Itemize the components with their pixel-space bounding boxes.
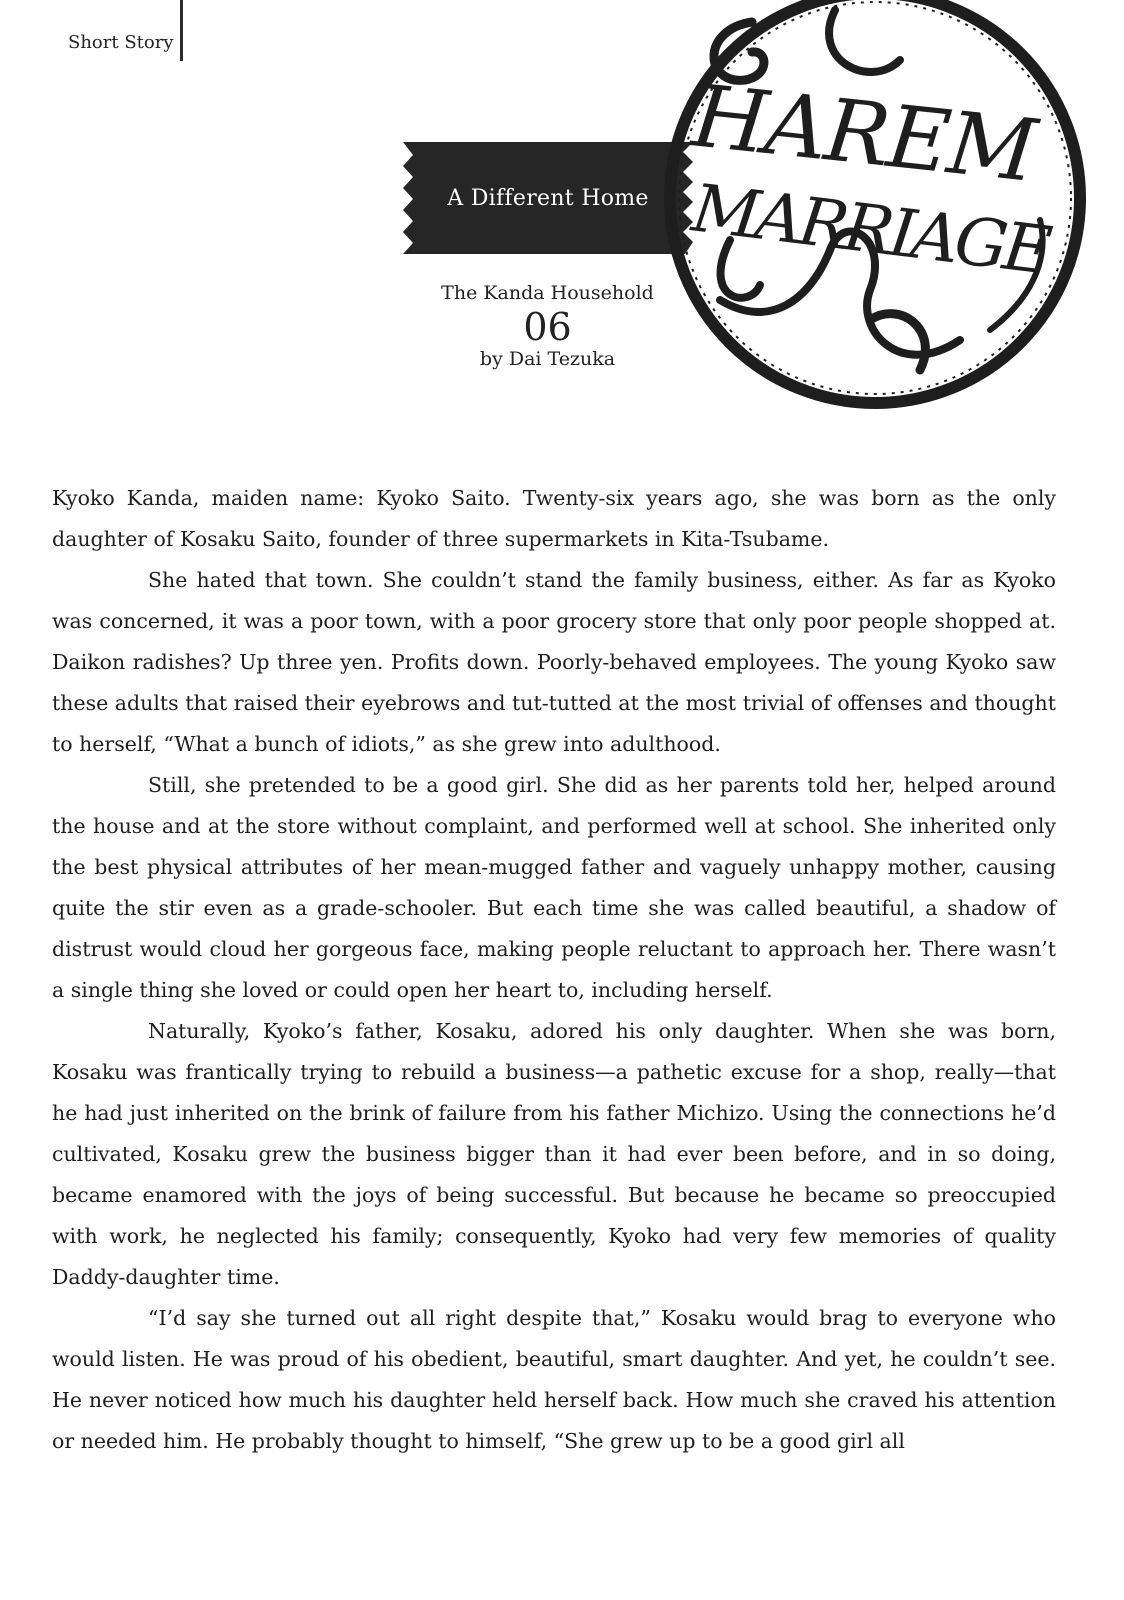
- paragraph: She hated that town. She couldn’t stand the family business, either. As far as Kyoko was concerned, it was a poor town, with a poor grocery store that only poor people shopped at. Daikon radishes? Up three yen. Profits down. Poorly-behaved employees. The young Kyoko saw these adults that raised their eyebrows and tut-tutted at the most trivial of offenses and thought to herself, “What a bunch of idiots,” as she grew into adulthood.: [52, 568, 1056, 756]
- title-banner: [403, 142, 693, 254]
- series-title: The Kanda Household: [441, 282, 654, 304]
- story-body: [52, 478, 1056, 1462]
- author-byline: by Dai Tezuka: [479, 348, 616, 370]
- header-label: Short Story: [68, 32, 174, 53]
- harem-marriage-logo-icon: [660, 0, 1100, 410]
- logo-line1: HAREM: [687, 66, 1040, 202]
- story-meta: [440, 282, 655, 371]
- logo-stamp: [660, 0, 1100, 410]
- paragraph: Still, she pretended to be a good girl. She did as her parents told her, helped around the house and at the store without complaint, and performed well at school. She inherited only the best physical attributes of her mean-mugged father and vaguely unhappy mother, causing quite the stir even as a grade-schooler. But each time she was called beautiful, a shadow of distrust would cloud her gorgeous face, making people reluctant to approach her. There wasn’t a single thing she loved or could open her heart to, including herself.: [52, 773, 1056, 1002]
- paragraph: Naturally, Kyoko’s father, Kosaku, adored his only daughter. When she was born, Kosaku was frantically trying to rebuild a business—a pathetic excuse for a shop, really—that he had just inherited on the brink of failure from his father Michizo. Using the connections he’d cultivated, Kosaku grew the business bigger than it had ever been before, and in so doing, became enamored with the joys of being successful. But because he became so preoccupied with work, he neglected his family; consequently, Kyoko had very few memories of quality Daddy-daughter time.: [52, 1019, 1056, 1289]
- story-title: A Different Home: [447, 185, 649, 211]
- paragraph: Kyoko Kanda, maiden name: Kyoko Saito. Twenty-six years ago, she was born as the only daughter of Kosaku Saito, founder of three supermarkets in Kita-Tsubame.: [52, 486, 1056, 551]
- episode-number: 06: [523, 305, 572, 349]
- header-divider: [180, 0, 183, 61]
- paragraph: “I’d say she turned out all right despite that,” Kosaku would brag to everyone who would listen. He was proud of his obedient, beautiful, smart daughter. And yet, he couldn’t see. He never noticed how much his daughter held herself back. How much she craved his attention or needed him. He probably thought to himself, “She grew up to be a good girl all: [52, 1306, 1056, 1453]
- logo-line2: MARRIAGE: [688, 169, 1053, 290]
